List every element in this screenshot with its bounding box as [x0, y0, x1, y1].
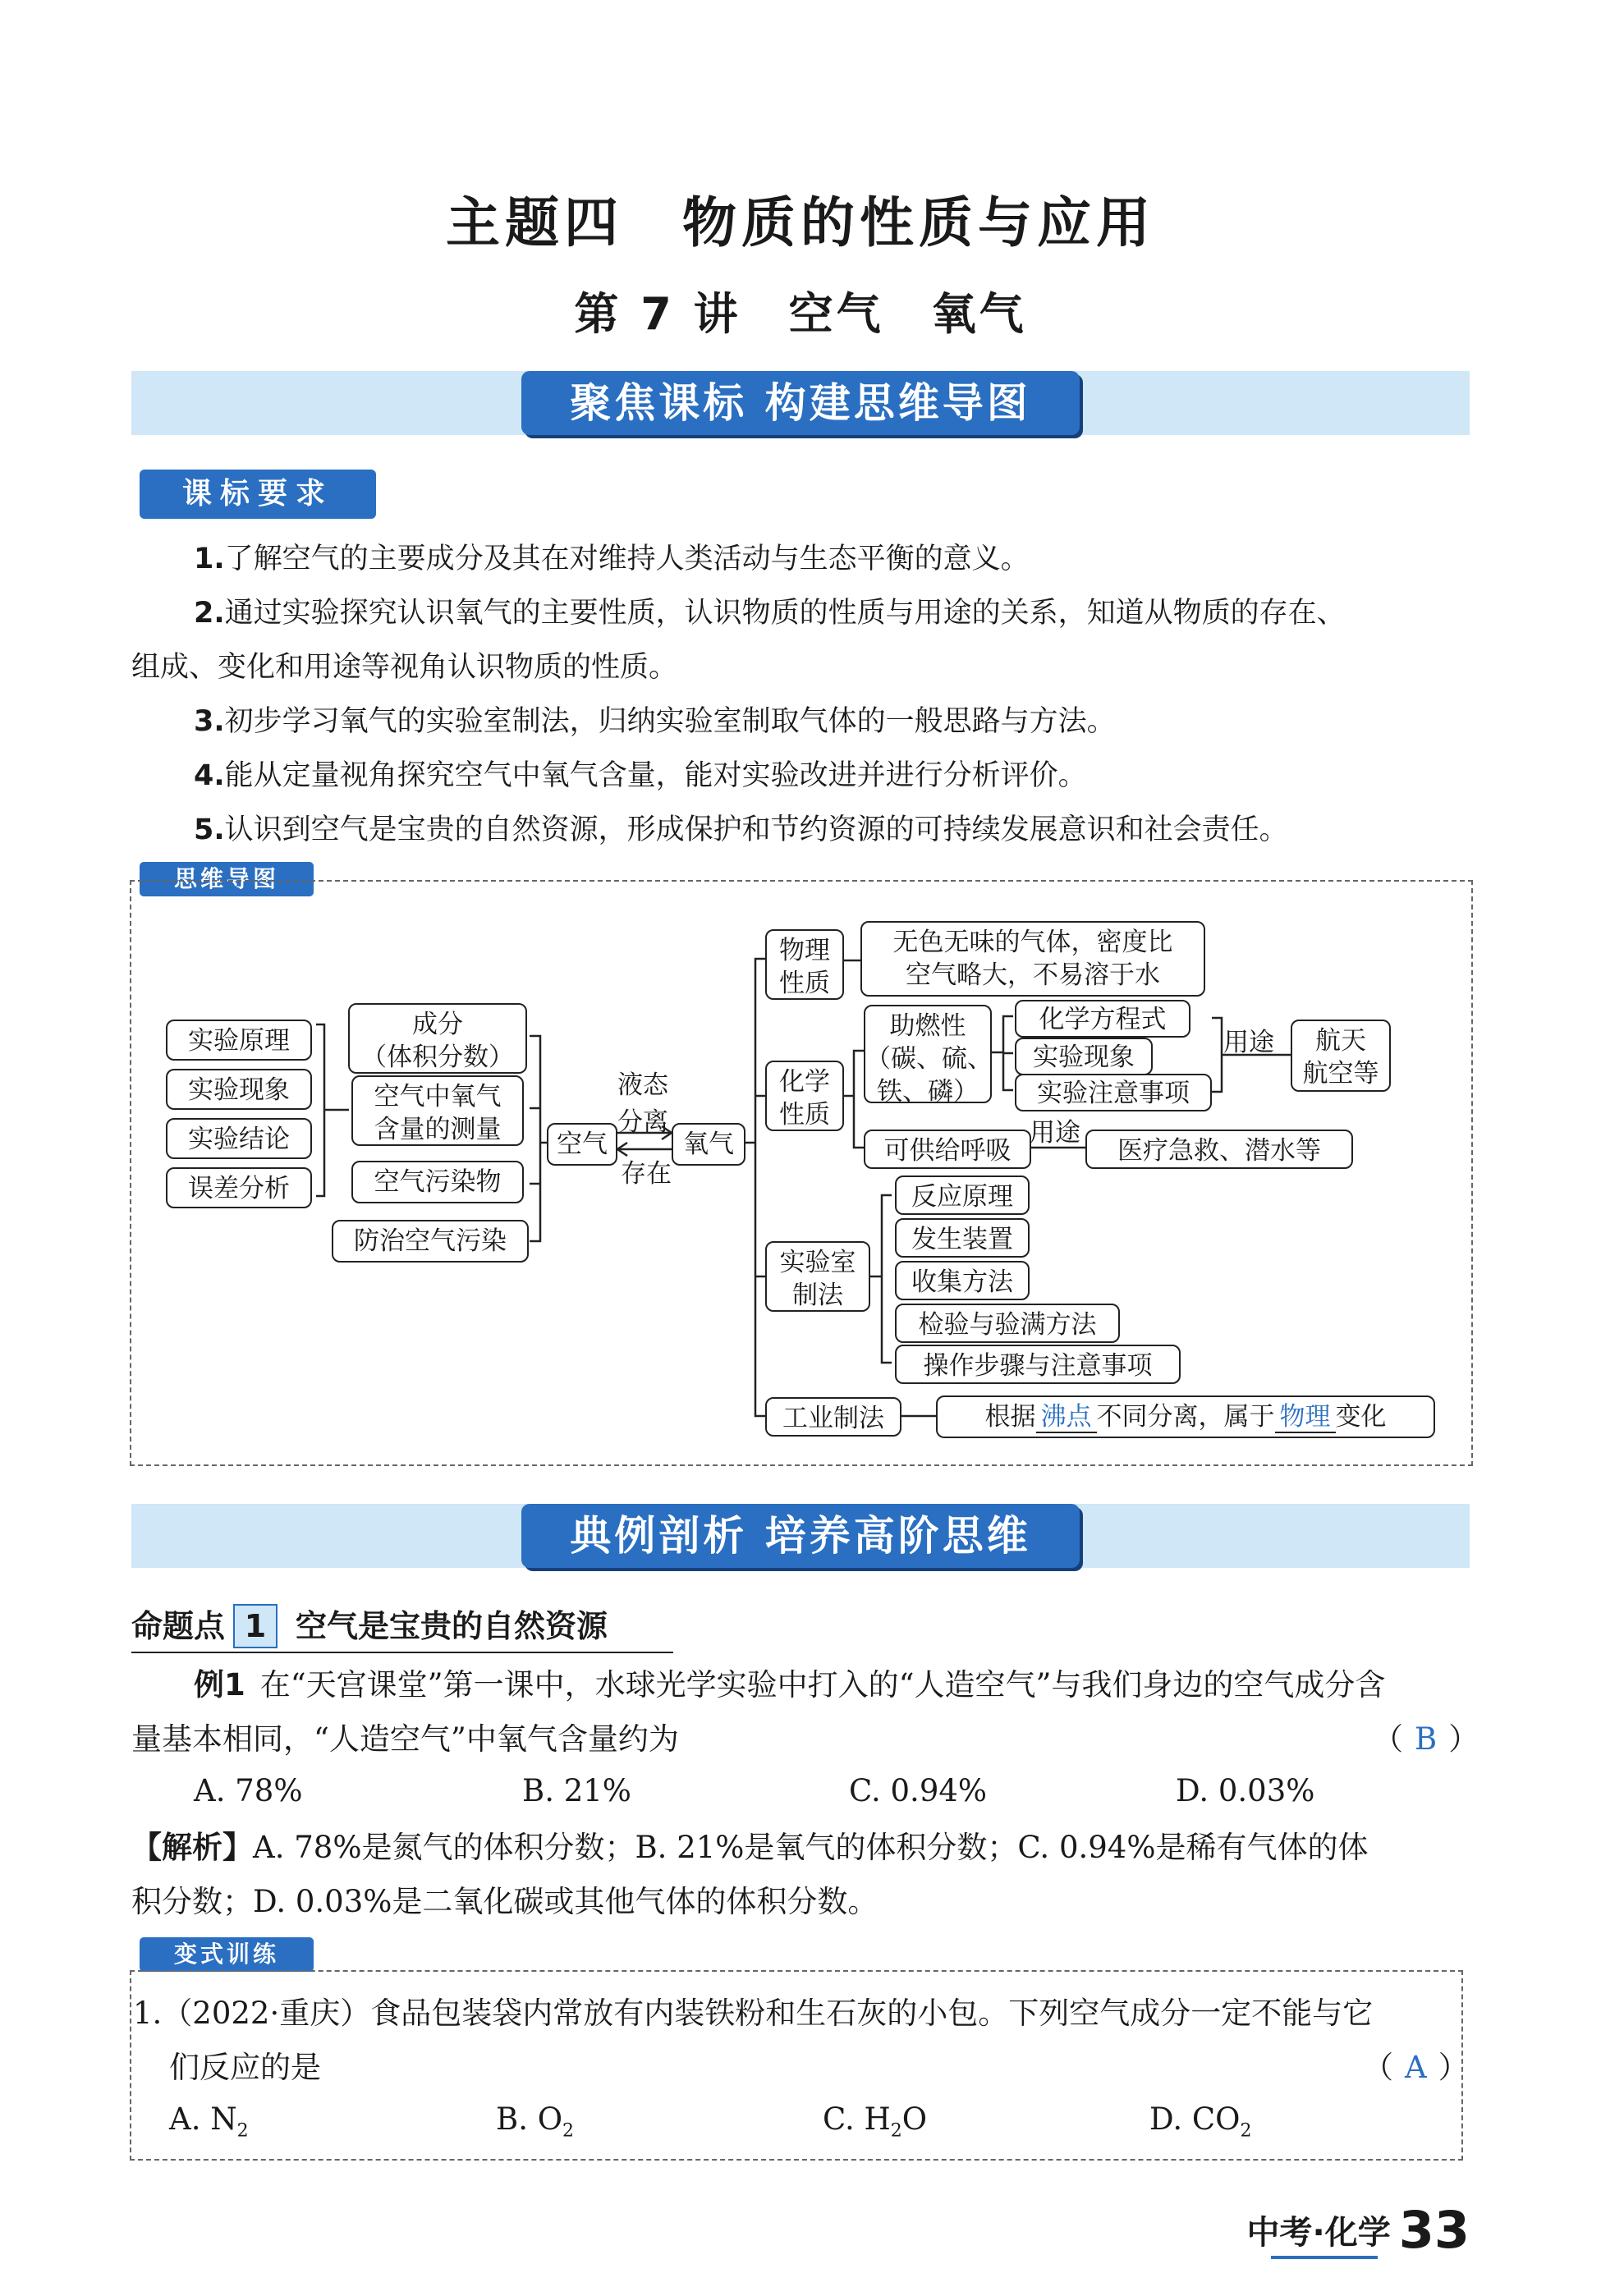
mindmap-chemical: 化学 性质	[765, 1061, 844, 1131]
page-number: 33	[1398, 2200, 1470, 2260]
mindmap-left-conclusion: 实验结论	[166, 1118, 312, 1159]
requirement-item-continuation: 组成、变化和用途等视角认识物质的性质。	[131, 651, 678, 684]
mindmap-phenomenon: 实验现象	[1015, 1038, 1153, 1075]
mindmap-prevention: 防治空气污染	[332, 1220, 529, 1263]
mindmap-tag: 思维导图	[140, 862, 314, 896]
mindmap-notes: 实验注意事项	[1015, 1074, 1212, 1111]
option-d: D. 0.03%	[1176, 1773, 1315, 1808]
example-line: 量基本相同，“人造空气”中氧气含量约为	[131, 1721, 679, 1757]
requirement-item: 3.初步学习氧气的实验室制法，归纳实验室制取气体的一般思路与方法。	[194, 705, 1116, 738]
lecture-title: 第 7 讲 空气 氧气	[574, 288, 1027, 340]
option-a: A. 78%	[194, 1773, 303, 1808]
banner-band-2	[131, 1504, 1470, 1568]
mindmap-pollutants: 空气污染物	[351, 1161, 524, 1203]
mindmap-lab-item: 检验与验满方法	[895, 1304, 1120, 1343]
mindmap-combustion: 助燃性 （碳、硫、 铁、磷）	[864, 1005, 992, 1103]
mindmap-physical-desc: 无色无味的气体，密度比 空气略大，不易溶于水	[860, 921, 1205, 997]
mindmap-lab-item: 操作步骤与注意事项	[895, 1345, 1181, 1384]
mindmap-exist-label: 存在	[621, 1159, 672, 1189]
banner-title-2: 典例剖析 培养高阶思维	[521, 1504, 1080, 1568]
mindmap-lab-item: 发生装置	[895, 1218, 1030, 1258]
exercise-option-b: B. $O_2$	[496, 2101, 575, 2142]
banner-title-1: 聚焦课标 构建思维导图	[521, 371, 1080, 435]
mindmap-industrial: 工业制法	[765, 1397, 901, 1437]
mindmap-physical: 物理 性质	[765, 929, 844, 1000]
exercise-line: 1.（2022·重庆）食品包装袋内常放有内装铁粉和生石灰的小包。下列空气成分一定不能与它	[133, 1996, 1374, 2031]
analysis-line: 积分数；D. 0.03%是二氧化碳或其他气体的体积分数。	[131, 1884, 878, 1919]
page-footer	[1247, 2200, 1470, 2260]
mindmap-oxygen: 氧气	[672, 1123, 745, 1166]
exercise-option-a: A. $N_2$	[169, 2101, 249, 2142]
mindmap-left-error: 误差分析	[166, 1167, 312, 1208]
example-answer: （ B ）	[1373, 1721, 1479, 1757]
requirement-item: 4.能从定量视角探究空气中氧气含量，能对实验改进并进行分析评价。	[194, 759, 1087, 792]
mindmap-lab-item: 反应原理	[895, 1175, 1030, 1215]
exercise-tag: 变式训练	[140, 1937, 314, 1972]
proposition-underline	[131, 1652, 673, 1653]
analysis-line: 【解析】A. 78%是氮气的体积分数；B. 21%是氧气的体积分数；C. 0.94%是稀有气体的体	[131, 1830, 1369, 1865]
example-line: 例1 在“天宫课堂”第一课中，水球光学实验中打入的“人造空气”与我们身边的空气成分含	[194, 1667, 1386, 1703]
requirement-item: 5.认识到空气是宝贵的自然资源，形成保护和节约资源的可持续发展意识和社会责任。	[194, 813, 1288, 846]
mindmap-use-label: 用途	[1223, 1028, 1274, 1057]
proposition-point: 命题点 1 空气是宝贵的自然资源	[131, 1601, 608, 1648]
mindmap-industrial-desc: 根据 沸点 不同分离，属于 物理 变化	[936, 1395, 1435, 1438]
mindmap-liquid-label: 液态 分离	[617, 1070, 668, 1137]
mindmap-air: 空气	[547, 1123, 617, 1166]
proposition-number: 1	[233, 1604, 278, 1648]
exercise-answer: （ A ）	[1363, 2050, 1469, 2085]
mindmap-lab-item: 收集方法	[895, 1261, 1030, 1300]
footer-underline	[1271, 2256, 1378, 2259]
requirement-item: 2.通过实验探究认识氧气的主要性质，认识物质的性质与用途的关系，知道从物质的存在、	[194, 597, 1346, 630]
option-c: C. 0.94%	[849, 1773, 988, 1808]
mindmap-left-phenomenon: 实验现象	[166, 1069, 312, 1110]
exercise-option-c: C. $H_2O$	[823, 2101, 928, 2142]
requirements-tag: 课标要求	[140, 470, 376, 519]
mindmap-medical: 医疗急救、潜水等	[1085, 1130, 1353, 1169]
mindmap-aerospace: 航天 航空等	[1291, 1020, 1391, 1092]
footer-label: 中考·化学	[1246, 2214, 1391, 2252]
mindmap-breathing: 可供给呼吸	[864, 1130, 1031, 1169]
requirement-item: 1.了解空气的主要成分及其在对维持人类活动与生态平衡的意义。	[194, 543, 1030, 575]
mindmap-oxygen-measure: 空气中氧气 含量的测量	[351, 1075, 524, 1146]
mindmap-left-principle: 实验原理	[166, 1020, 312, 1061]
mindmap-use-label-2: 用途	[1030, 1118, 1080, 1148]
theme-title: 主题四 物质的性质与应用	[446, 191, 1155, 254]
exercise-line: 们反应的是	[169, 2050, 321, 2085]
mindmap-lab: 实验室 制法	[765, 1241, 870, 1312]
mindmap-composition: 成分 （体积分数）	[348, 1003, 527, 1074]
option-b: B. 21%	[522, 1773, 631, 1808]
exercise-option-d: D. $CO_2$	[1149, 2101, 1252, 2142]
mindmap-equation: 化学方程式	[1015, 1000, 1190, 1038]
